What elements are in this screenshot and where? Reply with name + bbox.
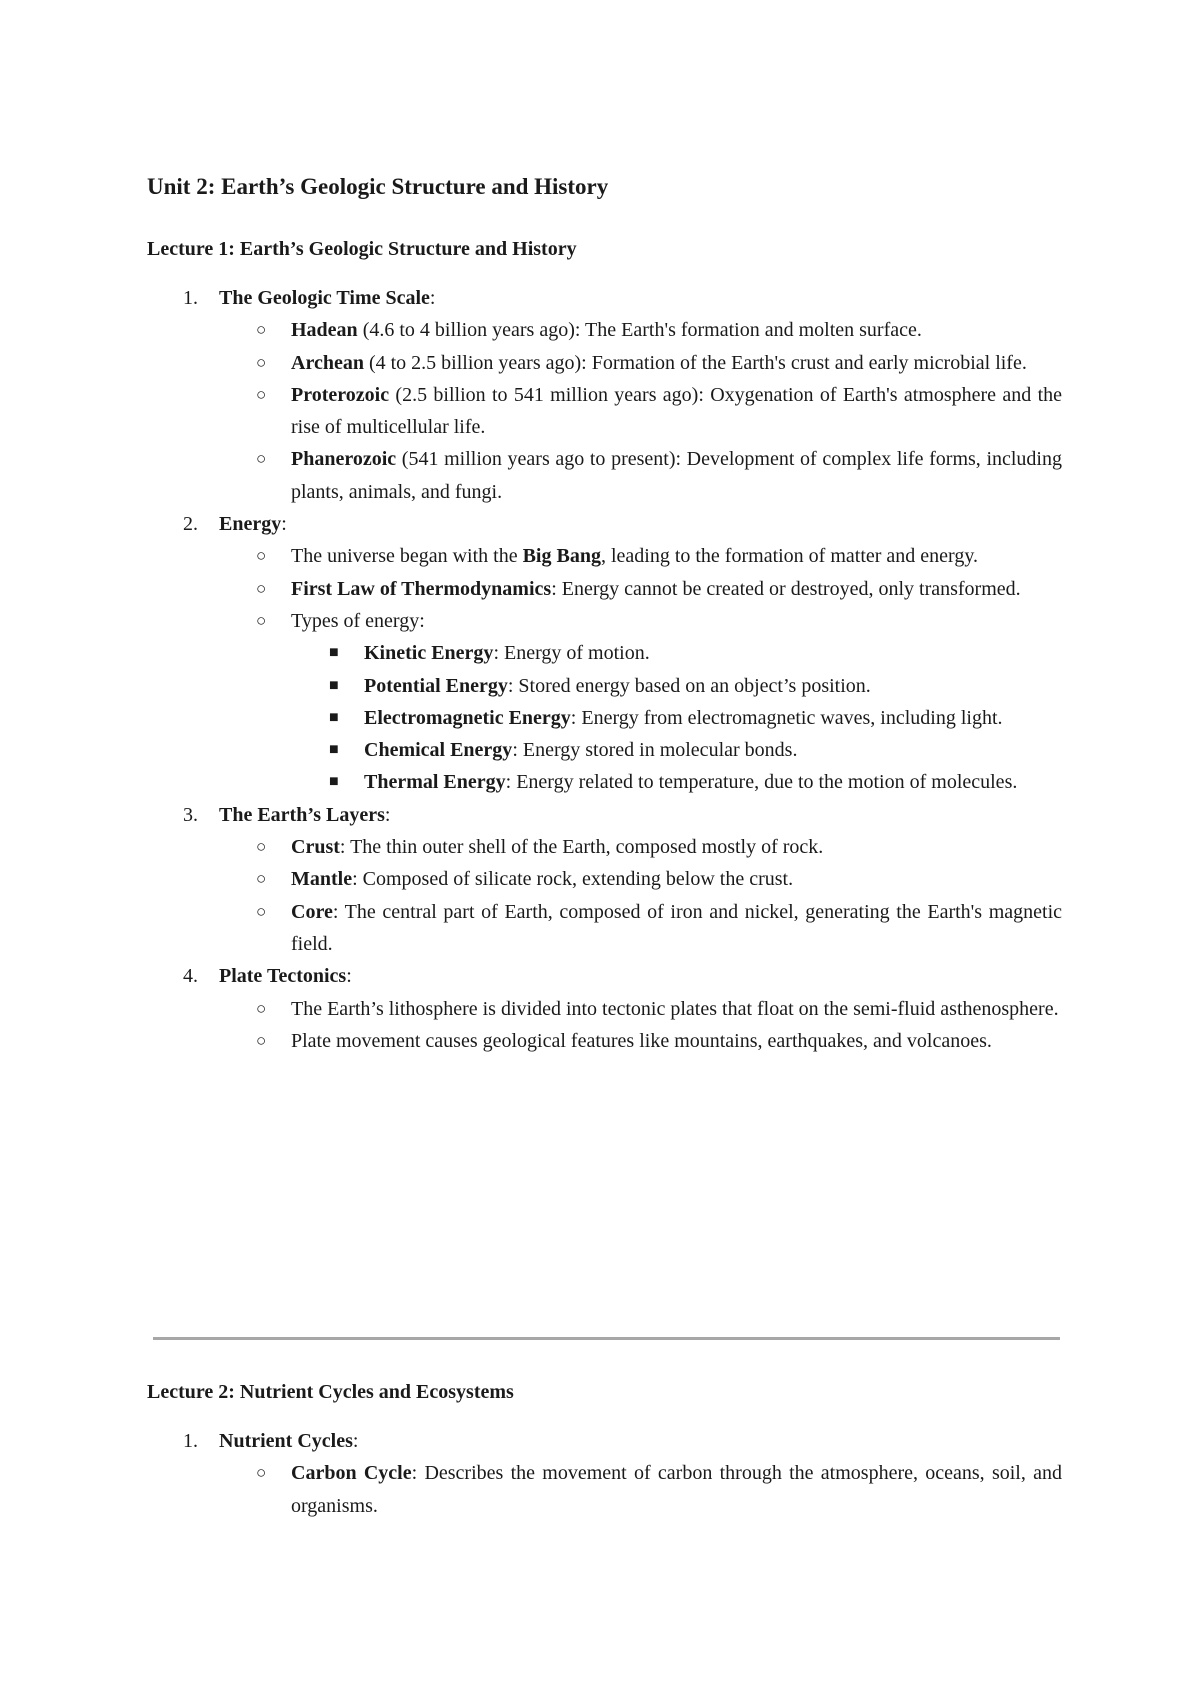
lecture1-outline bbox=[147, 282, 1062, 1057]
sub-list-item: ■ Potential Energy: Stored energy based on an object’s position. bbox=[147, 670, 1062, 702]
bullet-circle-icon: ○ bbox=[256, 1030, 267, 1050]
section-heading: Nutrient Cycles bbox=[219, 1430, 353, 1452]
list-item: ○ Plate movement causes geological features like mountains, earthquakes, and volcanoes. bbox=[147, 1025, 1062, 1057]
section-energy: 2. Energy: ○ The universe began with the Big Bang, leading to the formation of matter and energy. ○ First Law of Thermodynamics: Energy cannot be created or destroyed, only transformed. ○ Types of energy: ■ Kinetic Energy: Energy of motion. ■ Potential Energy: Stored energy based on an object’s position. ■ Electromagnetic Energy: Energy from electromagnetic waves, including light. ■ Chemical Energy: Energy stored in molecular bonds. ■ Thermal Energy: Energy related to temperature, due to the motion of molecules. bbox=[147, 508, 1062, 799]
list-item: ○ The universe began with the Big Bang, leading to the formation of matter and energy. bbox=[147, 540, 1062, 572]
section-number: 3. bbox=[183, 803, 198, 826]
list-item: ○ Proterozoic (2.5 billion to 541 million years ago): Oxygenation of Earth's atmosphere and the rise of multicellular life. bbox=[147, 379, 1062, 444]
section-heading: Energy bbox=[219, 513, 282, 536]
bullet-circle-icon: ○ bbox=[256, 352, 267, 372]
list-item: ○ Carbon Cycle: Describes the movement of carbon through the atmosphere, oceans, soil, and organisms. bbox=[147, 1457, 1062, 1522]
bullet-circle-icon: ○ bbox=[256, 449, 267, 469]
list-item: ○ Types of energy: ■ Kinetic Energy: Energy of motion. ■ Potential Energy: Stored energy based on an object’s position. ■ Electromagnetic Energy: Energy from electromagnetic waves, including light. ■ Chemical Energy: Energy stored in molecular bonds. ■ Thermal Energy: Energy related to temperature, due to the motion of molecules. bbox=[147, 605, 1062, 799]
list-item: ○ The Earth’s lithosphere is divided into tectonic plates that float on the semi-fluid asthenosphere. bbox=[147, 993, 1062, 1025]
section-number: 1. bbox=[183, 1430, 198, 1452]
section-heading: The Earth’s Layers bbox=[219, 803, 385, 826]
lecture2-block bbox=[147, 1379, 1062, 1522]
list-item: ○ Archean (4 to 2.5 billion years ago): Formation of the Earth's crust and early microbial life. bbox=[147, 347, 1062, 379]
sub-list-item: ■ Chemical Energy: Energy stored in molecular bonds. bbox=[147, 734, 1062, 766]
bullet-square-icon: ■ bbox=[329, 644, 339, 662]
list-item: ○ Mantle: Composed of silicate rock, extending below the crust. bbox=[147, 863, 1062, 895]
section-nutrient-cycles: 1. Nutrient Cycles: ○ Carbon Cycle: Describes the movement of carbon through the atmosphere, oceans, soil, and organisms. bbox=[147, 1425, 1062, 1522]
bullet-square-icon: ■ bbox=[329, 708, 339, 726]
section-heading: The Geologic Time Scale bbox=[219, 287, 430, 309]
bullet-circle-icon: ○ bbox=[256, 578, 267, 598]
bullet-square-icon: ■ bbox=[329, 741, 339, 759]
sub-list-item: ■ Kinetic Energy: Energy of motion. bbox=[147, 637, 1062, 669]
list-item: ○ Hadean (4.6 to 4 billion years ago): The Earth's formation and molten surface. bbox=[147, 314, 1062, 346]
bullet-circle-icon: ○ bbox=[256, 610, 267, 630]
section-number: 4. bbox=[183, 965, 198, 988]
section-number: 1. bbox=[183, 287, 198, 309]
bullet-circle-icon: ○ bbox=[256, 998, 267, 1018]
bullet-circle-icon: ○ bbox=[256, 546, 267, 566]
list-item: ○ Core: The central part of Earth, composed of iron and nickel, generating the Earth's magnetic field. bbox=[147, 896, 1062, 961]
list-item: ○ Phanerozoic (541 million years ago to present): Development of complex life forms, including plants, animals, and fungi. bbox=[147, 443, 1062, 508]
section-plate-tectonics: 4. Plate Tectonics: ○ The Earth’s lithosphere is divided into tectonic plates that float on the semi-fluid asthenosphere. ○ Plate movement causes geological features like mountains, earthquakes, and volcanoes. bbox=[147, 960, 1062, 1057]
bullet-circle-icon: ○ bbox=[256, 901, 267, 921]
section-heading: Plate Tectonics bbox=[219, 965, 347, 988]
lecture1-title: Lecture 1: Earth’s Geologic Structure and History bbox=[147, 238, 577, 260]
list-item: ○ First Law of Thermodynamics: Energy cannot be created or destroyed, only transformed. bbox=[147, 573, 1062, 605]
section-earths-layers: 3. The Earth’s Layers: ○ Crust: The thin outer shell of the Earth, composed mostly of rock. ○ Mantle: Composed of silicate rock, extending below the crust. ○ Core: The central part of Earth, composed of iron and nickel, generating the Earth's magnetic field. bbox=[147, 799, 1062, 960]
lecture2-title: Lecture 2: Nutrient Cycles and Ecosystems bbox=[147, 1381, 514, 1403]
bullet-circle-icon: ○ bbox=[256, 837, 267, 857]
bullet-circle-icon: ○ bbox=[256, 384, 267, 404]
section-geologic-time-scale: 1. The Geologic Time Scale: ○ Hadean (4.6 to 4 billion years ago): The Earth's formation and molten surface. ○ Archean (4 to 2.5 billion years ago): Formation of the Earth's crust and early microbial life. ○ Proterozoic (2.5 billion to 541 million years ago): Oxygenation of Earth's atmosphere and the rise of multicellular life. ○ Phanerozoic (541 million years ago to present): Development of complex life forms, including plants, animals, and fungi. bbox=[147, 282, 1062, 508]
horizontal-divider bbox=[153, 1337, 1060, 1340]
sub-list-item: ■ Electromagnetic Energy: Energy from electromagnetic waves, including light. bbox=[147, 702, 1062, 734]
lecture1-block bbox=[147, 172, 1062, 1057]
bullet-square-icon: ■ bbox=[329, 676, 339, 694]
sub-list-item: ■ Thermal Energy: Energy related to temperature, due to the motion of molecules. bbox=[147, 766, 1062, 798]
bullet-circle-icon: ○ bbox=[256, 869, 267, 889]
bullet-square-icon: ■ bbox=[329, 773, 339, 791]
bullet-circle-icon: ○ bbox=[256, 1463, 267, 1483]
list-item: ○ Crust: The thin outer shell of the Earth, composed mostly of rock. bbox=[147, 831, 1062, 863]
bullet-circle-icon: ○ bbox=[256, 320, 267, 340]
section-number: 2. bbox=[183, 513, 198, 536]
unit-title: Unit 2: Earth’s Geologic Structure and History bbox=[147, 174, 609, 199]
lecture2-outline bbox=[147, 1425, 1062, 1522]
